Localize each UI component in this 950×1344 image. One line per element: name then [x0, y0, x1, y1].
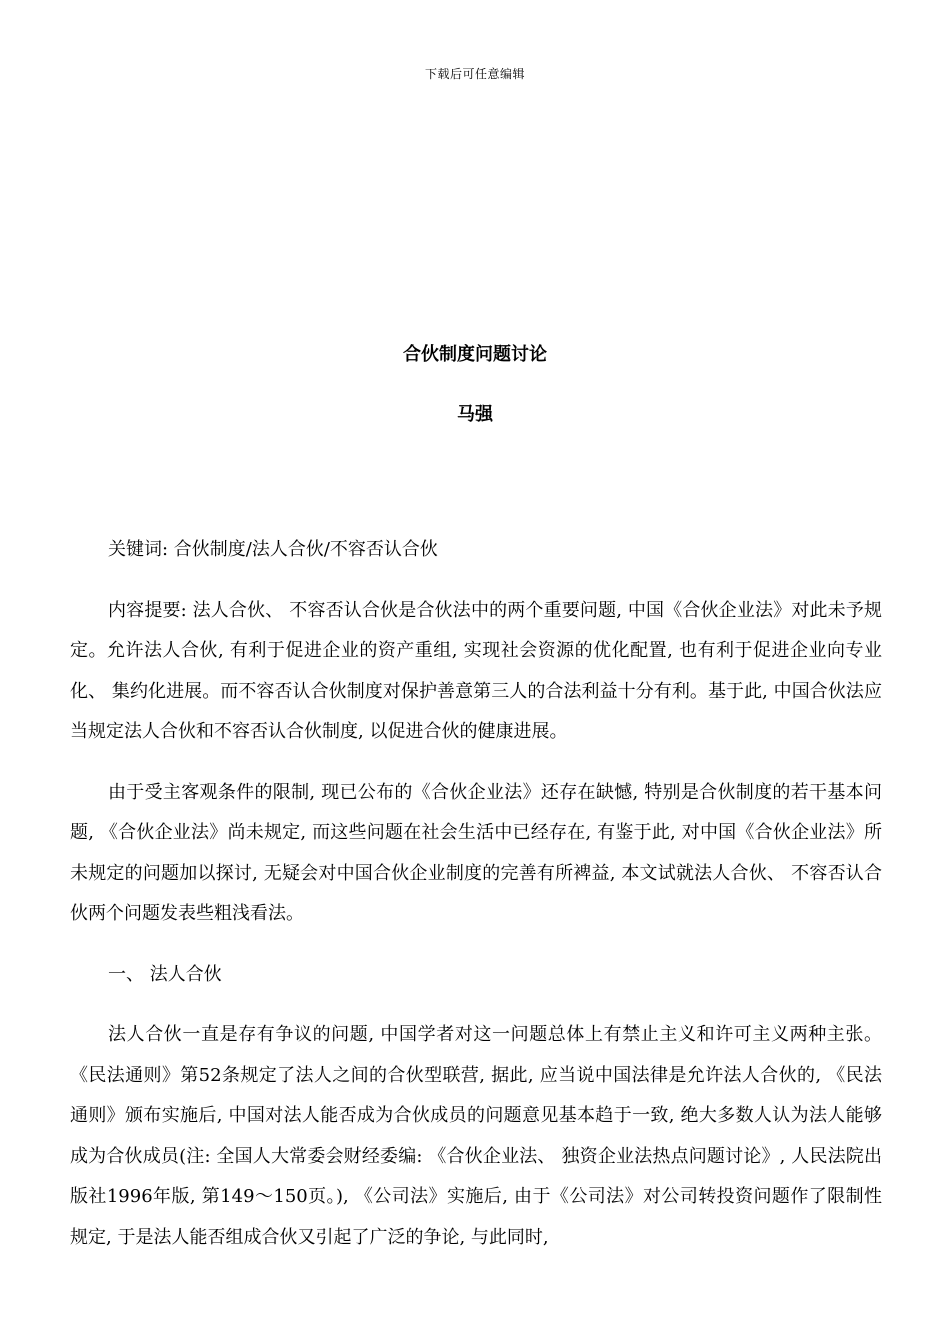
section-paragraph: 法人合伙一直是存有争议的问题, 中国学者对这一问题总体上有禁止主义和许可主义两种主张。《民法通则》第52条规定了法人之间的合伙型联营, 据此, 应当说中国法律是允许法人合伙的, 《民法通则》颁布实施后, 中国对法人能否成为合伙成员的问题意见基本趋于一致, 绝大多数人认为法人能够成为合伙成员(注: 全国人大常委会财经委编: 《合伙企业法、 独资企业法热点问题讨论》, 人民法院出版社1996年版, 第149～150页。), 《公司法》实施后, 由于《公司法》对公司转投资问题作了限制性规定, 于是法人能否组成合伙又引起了广泛的争论, 与此同时, — [70, 1024, 882, 1248]
abstract-paragraph: 内容提要: 法人合伙、 不容否认合伙是合伙法中的两个重要问题, 中国《合伙企业法》对此未予规定。允许法人合伙, 有利于促进企业的资产重组, 实现社会资源的优化配置, 也有利于促进企业向专业化、 集约化进展。而不容否认合伙制度对保护善意第三人的合法利益十分有利。基于此, 中国合伙法应当规定法人合伙和不容否认合伙制度, 以促进合伙的健康进展。 — [70, 599, 882, 742]
document-title: 合伙制度问题讨论 — [403, 344, 547, 365]
document-body — [70, 530, 882, 1278]
section-heading: 一、 法人合伙 — [108, 963, 222, 985]
page-header-note: 下载后可任意编辑 — [424, 67, 525, 81]
document-author: 马强 — [457, 404, 493, 425]
intro-paragraph: 由于受主客观条件的限制, 现已公布的《合伙企业法》还存在缺憾, 特别是合伙制度的若干基本问题, 《合伙企业法》尚未规定, 而这些问题在社会生活中已经存在, 有鉴于此, 对中国《合伙企业法》所未规定的问题加以探讨, 无疑会对中国合伙企业制度的完善有所裨益, 本文试就法人合伙、 不容否认合伙两个问题发表些粗浅看法。 — [70, 781, 882, 924]
keywords-paragraph: 关键词: 合伙制度/法人合伙/不容否认合伙 — [108, 539, 438, 560]
